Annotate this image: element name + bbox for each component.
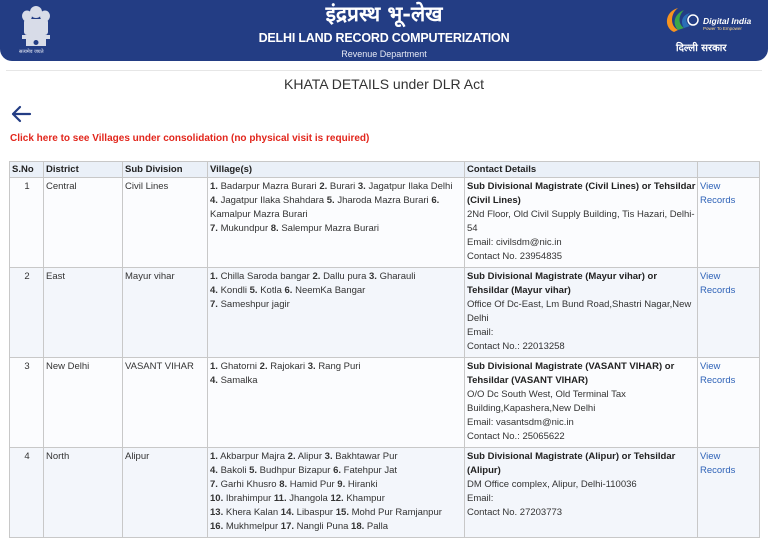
row-villages (208, 448, 465, 538)
village-name: Mukundpur (220, 223, 269, 234)
village-name: Alipur (297, 451, 323, 462)
contact-line: Email: civilsdm@nic.in (467, 237, 562, 248)
village-name: Garhi Khusro (220, 479, 277, 490)
village-number: 3. (324, 451, 333, 462)
village-name: Bakhtawar Pur (335, 451, 398, 462)
row-sub-division: VASANT VIHAR (123, 358, 208, 448)
header-contact-details: Contact Details (465, 162, 698, 178)
village-name: Rajokari (270, 361, 306, 372)
village-number: 4. (210, 375, 218, 386)
row-contact-details (465, 268, 698, 358)
village-number: 5. (326, 195, 335, 206)
department-name: Revenue Department (341, 49, 427, 59)
village-name: NeemKa Bangar (295, 285, 366, 296)
header-actions (698, 162, 760, 178)
village-name: Salempur Mazra Burari (281, 223, 379, 234)
header-sub-division: Sub Division (123, 162, 208, 178)
contact-office-name: Sub Divisional Magistrate (Mayur vihar) or Tehsildar (Mayur vihar) (467, 271, 658, 296)
row-sub-division: Mayur vihar (123, 268, 208, 358)
village-name: Budhpur Bizapur (259, 465, 331, 476)
village-name: Sameshpur jagir (220, 299, 290, 310)
row-sub-division: Civil Lines (123, 178, 208, 268)
village-number: 4. (210, 465, 218, 476)
village-name: Palla (366, 521, 389, 532)
village-number: 13. (210, 507, 224, 518)
village-name: Samalka (220, 375, 258, 386)
contact-line: Email: (467, 327, 494, 338)
village-name: Fatehpur Jat (343, 465, 398, 476)
village-number: 6. (431, 195, 440, 206)
village-line (210, 464, 463, 478)
village-name: Burari (329, 181, 356, 192)
village-number: 3. (369, 271, 377, 282)
village-name: Gharauli (379, 271, 416, 282)
village-number: 11. (273, 493, 287, 504)
row-sub-division: Alipur (123, 448, 208, 538)
village-line (210, 180, 463, 194)
village-number: 6. (333, 465, 342, 476)
village-name: Jhangola (289, 493, 328, 504)
row-contact-details (465, 448, 698, 538)
contact-line: O/O Dc South West, Old Terminal Tax Building,Kapashera,New Delhi (467, 389, 626, 414)
header-district: District (44, 162, 123, 178)
village-number: 10. (210, 493, 224, 504)
row-district: North (44, 448, 123, 538)
view-records-link[interactable]: View Records (700, 271, 736, 296)
village-name: Bakoli (220, 465, 247, 476)
hindi-site-title: इंद्रप्रस्थ भू-लेख (325, 1, 443, 26)
village-line (210, 450, 463, 464)
header-divider (6, 70, 762, 71)
village-number: 16. (210, 521, 224, 532)
village-number: 2. (287, 451, 296, 462)
village-line (210, 194, 463, 222)
row-sno: 1 (10, 178, 44, 268)
village-number: 17. (280, 521, 294, 532)
site-title: DELHI LAND RECORD COMPUTERIZATION (258, 31, 510, 45)
table-row (10, 178, 760, 268)
village-number: 4. (210, 195, 218, 206)
village-line (210, 270, 463, 284)
village-name: Khampur (346, 493, 385, 504)
village-name: Hiranki (347, 479, 378, 490)
digital-india-tagline: Power To Empower (703, 26, 742, 31)
row-district: New Delhi (44, 358, 123, 448)
village-line (210, 478, 463, 492)
village-name: Khera Kalan (225, 507, 279, 518)
village-line (210, 520, 463, 534)
village-number: 7. (210, 299, 218, 310)
village-number: 12. (330, 493, 344, 504)
village-line (210, 374, 463, 388)
village-number: 1. (210, 361, 218, 372)
header-sno: S.No (10, 162, 44, 178)
arrow-left-icon[interactable] (10, 104, 32, 124)
village-line (210, 298, 463, 312)
contact-line: Contact No.: 22013258 (467, 341, 565, 352)
row-sno: 3 (10, 358, 44, 448)
village-number: 14. (280, 507, 295, 518)
village-number: 1. (210, 181, 218, 192)
row-sno: 4 (10, 448, 44, 538)
row-villages (208, 178, 465, 268)
village-number: 5. (249, 465, 258, 476)
village-number: 3. (357, 181, 366, 192)
village-number: 9. (337, 479, 346, 490)
village-number: 8. (270, 223, 279, 234)
emblem-caption: सत्यमेव जयते (19, 49, 44, 55)
village-name: Jharoda Mazra Burari (337, 195, 429, 206)
village-name: Hamid Pur (289, 479, 335, 490)
row-actions (698, 358, 760, 448)
village-name: Dallu pura (323, 271, 367, 282)
row-actions (698, 178, 760, 268)
village-name: Mohd Pur Ramjanpur (351, 507, 442, 518)
village-line (210, 222, 463, 236)
row-actions (698, 448, 760, 538)
row-actions (698, 268, 760, 358)
village-line (210, 492, 463, 506)
village-number: 2. (312, 271, 321, 282)
contact-line: Contact No. 23954835 (467, 251, 563, 262)
contact-office-name: Sub Divisional Magistrate (Alipur) or Tehsildar (Alipur) (467, 451, 676, 476)
table-row (10, 358, 760, 448)
consolidation-villages-link[interactable]: Click here to see Villages under consolidation (no physical visit is required) (10, 133, 370, 144)
delhi-sarkar-label: दिल्ली सरकार (676, 43, 727, 54)
village-name: Ibrahimpur (225, 493, 272, 504)
village-name: Jagatpur Ilaka Shahdara (220, 195, 325, 206)
village-number: 4. (210, 285, 218, 296)
contact-line: DM Office complex, Alipur, Delhi-110036 (467, 479, 637, 490)
contact-office-name: Sub Divisional Magistrate (Civil Lines) or Tehsildar (Civil Lines) (467, 181, 696, 206)
village-name: Nangli Puna (296, 521, 349, 532)
village-name: Jagatpur Ilaka Delhi (368, 181, 453, 192)
contact-line: Contact No. 27203773 (467, 507, 563, 518)
village-number: 1. (210, 451, 218, 462)
contact-line: 2Nd Floor, Old Civil Supply Building, Tis Hazari, Delhi-54 (467, 209, 695, 234)
village-number: 5. (249, 285, 258, 296)
row-sno: 2 (10, 268, 44, 358)
contact-office-name: Sub Divisional Magistrate (VASANT VIHAR) or Tehsildar (VASANT VIHAR) (467, 361, 675, 386)
view-records-link[interactable]: View Records (700, 451, 736, 476)
contact-line: Email: vasantsdm@nic.in (467, 417, 574, 428)
view-records-link[interactable]: View Records (700, 361, 736, 386)
village-name: Kotla (260, 285, 282, 296)
village-number: 15. (335, 507, 349, 518)
row-contact-details (465, 358, 698, 448)
row-district: East (44, 268, 123, 358)
village-number: 18. (351, 521, 365, 532)
row-villages (208, 358, 465, 448)
table-row (10, 268, 760, 358)
header-villages: Village(s) (208, 162, 465, 178)
row-district: Central (44, 178, 123, 268)
village-number: 6. (284, 285, 293, 296)
village-line (210, 506, 463, 520)
digital-india-title: Digital India (703, 16, 752, 26)
khata-details-table (9, 161, 760, 538)
village-line (210, 284, 463, 298)
village-number: 8. (279, 479, 288, 490)
village-name: Ghatorni (220, 361, 258, 372)
site-header (0, 0, 768, 61)
village-number: 7. (210, 223, 218, 234)
village-name: Libaspur (296, 507, 334, 518)
village-number: 3. (307, 361, 316, 372)
village-name: Mukhmelpur (225, 521, 279, 532)
village-name: Kondli (220, 285, 247, 296)
village-number: 1. (210, 271, 218, 282)
row-villages (208, 268, 465, 358)
page-title: KHATA DETAILS under DLR Act (284, 76, 484, 92)
village-number: 2. (259, 361, 268, 372)
village-name: Rang Puri (318, 361, 361, 372)
contact-line: Office Of Dc-East, Lm Bund Road,Shastri Nagar,New Delhi (467, 299, 692, 324)
village-name: Chilla Saroda bangar (220, 271, 310, 282)
table-row (10, 448, 760, 538)
row-contact-details (465, 178, 698, 268)
contact-line: Email: (467, 493, 494, 504)
village-name: Kamalpur Mazra Burari (210, 209, 308, 220)
village-line (210, 360, 463, 374)
village-name: Akbarpur Majra (220, 451, 286, 462)
view-records-link[interactable]: View Records (700, 181, 736, 206)
contact-line: Contact No.: 25065622 (467, 431, 565, 442)
table-header-row (10, 162, 760, 178)
village-number: 2. (319, 181, 328, 192)
village-number: 7. (210, 479, 218, 490)
village-name: Badarpur Mazra Burari (220, 181, 317, 192)
